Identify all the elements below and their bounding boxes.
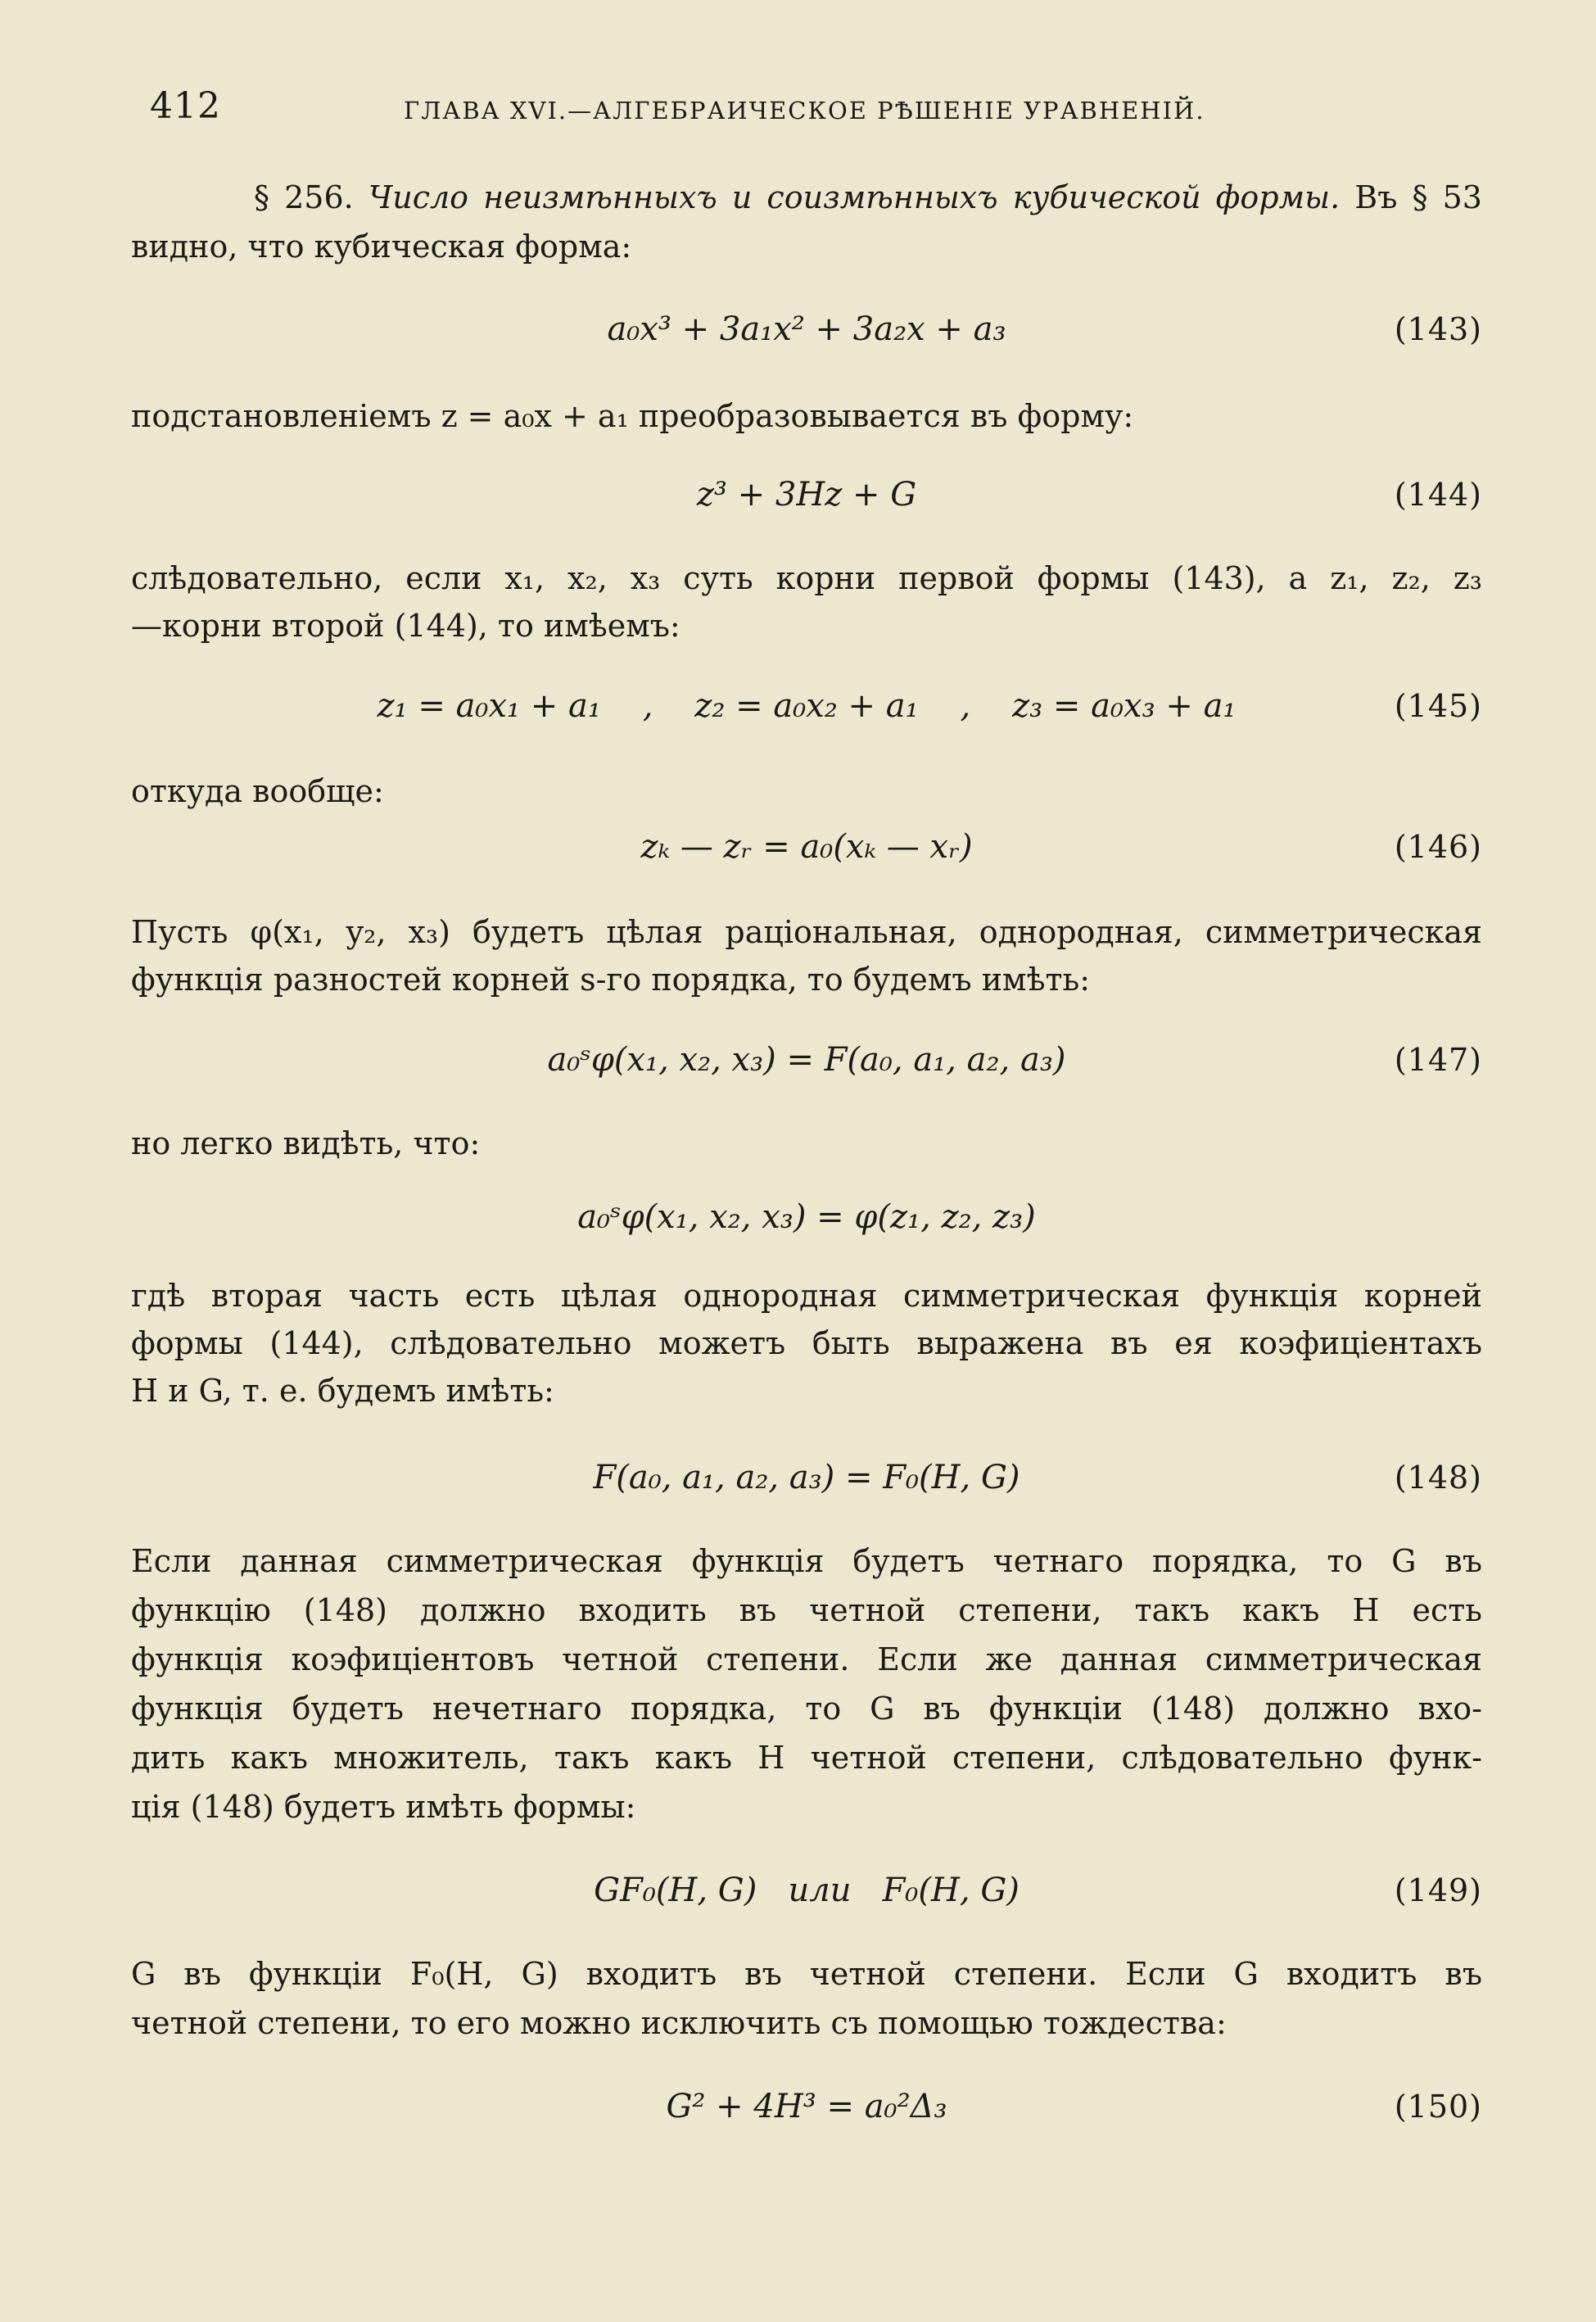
text-line: слѣдовательно, если x₁, x₂, x₃ суть корни первой формы (143), а z₁, z₂, z₃ <box>131 560 1482 596</box>
equation-body: a₀ˢφ(x₁, x₂, x₃) = φ(z₁, z₂, z₃) <box>577 1198 1036 1236</box>
text-line: но легко видѣть, что: <box>131 1125 481 1161</box>
equation-number: (150) <box>1394 2089 1482 2125</box>
text-line: функція коэфиціентовъ четной степени. Если же данная симметрическая <box>131 1641 1482 1677</box>
equation-number: (144) <box>1394 477 1482 513</box>
equation-number: (146) <box>1394 829 1482 865</box>
page-number: 412 <box>150 85 221 127</box>
text-line: функція будетъ нечетнаго порядка, то G въ функціи (148) должно вхо- <box>131 1691 1482 1727</box>
equation-149 <box>131 1866 1482 1915</box>
text-line: гдѣ вторая часть есть цѣлая однородная симметрическая функція корней <box>131 1278 1482 1314</box>
equation-body: z₁ = a₀x₁ + a₁ , z₂ = a₀x₂ + a₁ , z₃ = a₀x₃ + a₁ <box>377 687 1237 725</box>
equation-148 <box>131 1453 1482 1502</box>
page-header <box>150 85 1485 134</box>
section-title: Число неизмѣнныхъ и соизмѣнныхъ кубической формы. <box>368 179 1341 215</box>
section-heading-line <box>131 176 1482 219</box>
text-line: функція разностей корней s-го порядка, то будемъ имѣть: <box>131 962 1091 998</box>
equation-body: a₀x³ + 3a₁x² + 3a₂x + a₃ <box>607 310 1006 348</box>
text-line: Пусть φ(x₁, y₂, x₃) будетъ цѣлая раціональная, однородная, симметрическая <box>131 914 1482 950</box>
equation-body: GF₀(H, G) или F₀(H, G) <box>594 1872 1020 1909</box>
text-line: откуда вообще: <box>131 773 384 809</box>
text-line: —корни второй (144), то имѣемъ: <box>131 608 680 644</box>
equation-body: z³ + 3Hz + G <box>696 476 917 514</box>
section-number: § 256. <box>254 179 354 215</box>
text-line: формы (144), слѣдовательно можетъ быть выражена въ ея коэфиціентахъ <box>131 1325 1482 1361</box>
equation-145 <box>131 681 1482 731</box>
equation-147 <box>131 1035 1482 1084</box>
equation-body: F(a₀, a₁, a₂, a₃) = F₀(H, G) <box>593 1459 1020 1496</box>
text-line: четной степени, то его можно исключить съ помощью тождества: <box>131 2005 1227 2041</box>
text-line: G въ функціи F₀(H, G) входитъ въ четной степени. Если G входитъ въ <box>131 1956 1482 1992</box>
text-line: подстановленіемъ z = a₀x + a₁ преобразовывается въ форму: <box>131 398 1134 434</box>
equation-body: G² + 4H³ = a₀²Δ₃ <box>666 2088 947 2125</box>
equation-body: zₖ — zᵣ = a₀(xₖ — xᵣ) <box>640 828 973 866</box>
running-head: ГЛАВА XVI.—АЛГЕБРАИЧЕСКОЕ РѢШЕНІЕ УРАВНЕНІЙ. <box>404 97 1205 124</box>
section-lead: Въ § 53 <box>1354 179 1482 215</box>
text-line: ція (148) будетъ имѣть формы: <box>131 1789 636 1825</box>
text-line: дить какъ множитель, такъ какъ H четной степени, слѣдовательно функ- <box>131 1740 1482 1776</box>
equation-150 <box>131 2082 1482 2131</box>
equation-body: a₀ˢφ(x₁, x₂, x₃) = F(a₀, a₁, a₂, a₃) <box>547 1041 1066 1079</box>
text-line: видно, что кубическая форма: <box>131 229 632 265</box>
equation-144 <box>131 470 1482 519</box>
text-line: H и G, т. е. будемъ имѣть: <box>131 1373 554 1409</box>
equation-number: (148) <box>1394 1460 1482 1496</box>
equation-143 <box>131 305 1482 354</box>
equation-number: (143) <box>1394 311 1482 347</box>
equation-number: (147) <box>1394 1042 1482 1078</box>
equation-unnumbered <box>131 1193 1482 1242</box>
text-line: функцію (148) должно входить въ четной степени, такъ какъ H есть <box>131 1592 1482 1628</box>
text-line: Если данная симметрическая функція будетъ четнаго порядка, то G въ <box>131 1543 1482 1579</box>
equation-number: (145) <box>1394 688 1482 724</box>
equation-146 <box>131 822 1482 871</box>
equation-number: (149) <box>1394 1872 1482 1908</box>
